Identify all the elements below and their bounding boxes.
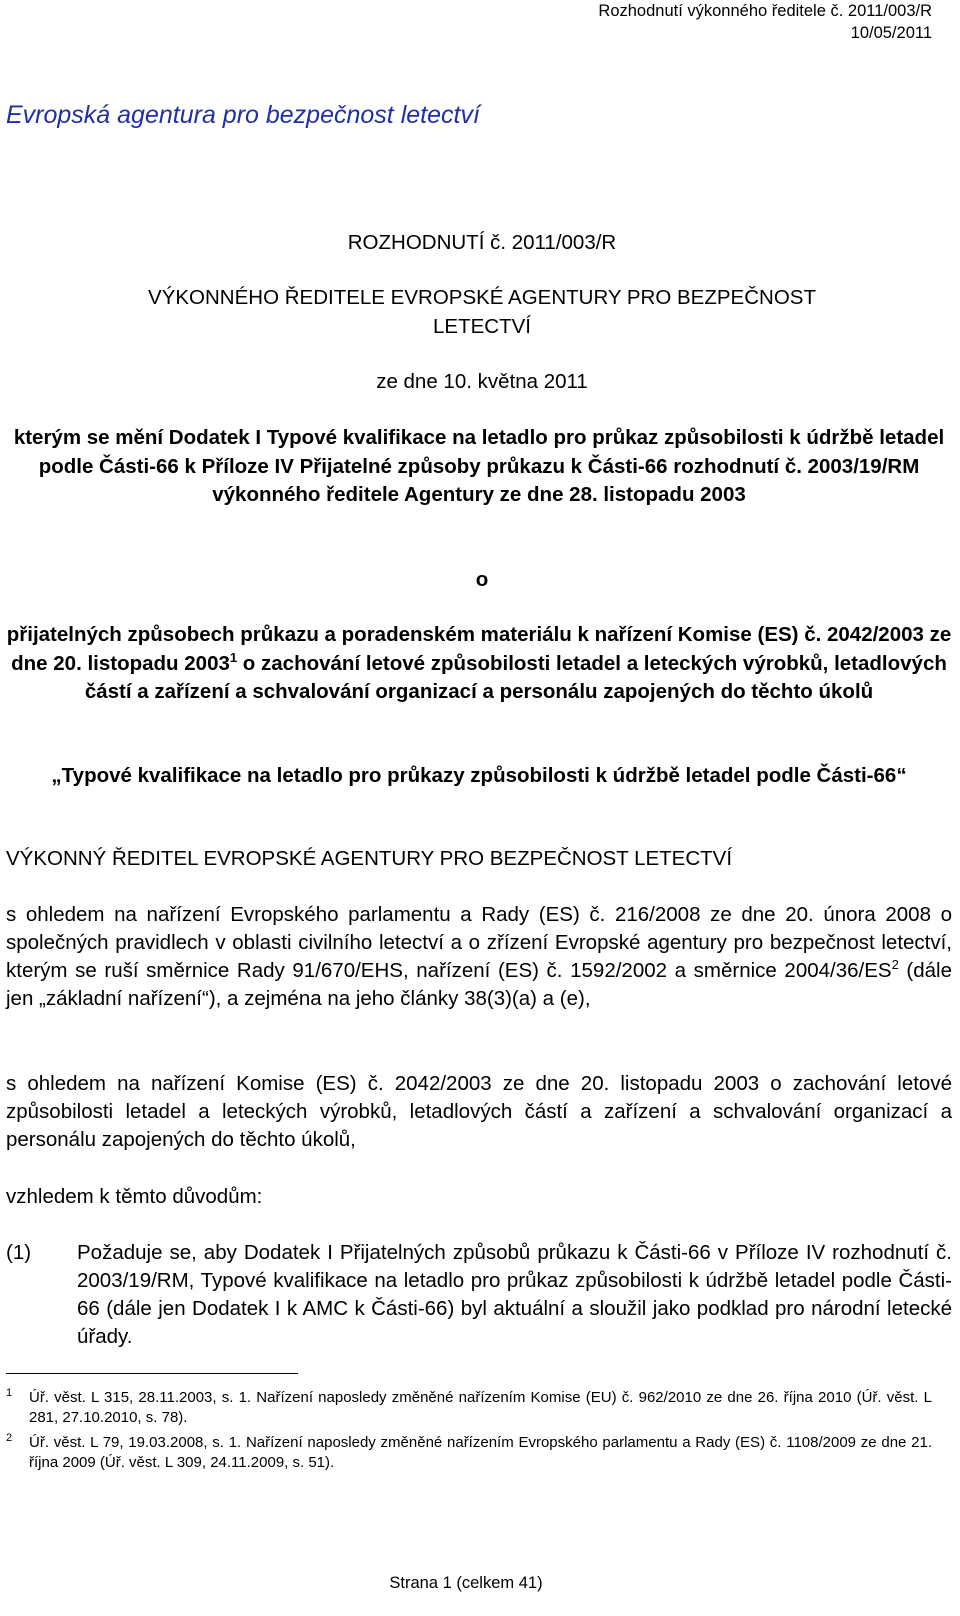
- page-number: Strana 1 (celkem 41): [389, 1574, 543, 1592]
- paragraph-number: (1): [6, 1241, 32, 1264]
- footnote-2: [6, 1433, 932, 1473]
- footnote-number: 2: [6, 1432, 13, 1444]
- footnote-ref-1: 1: [229, 649, 238, 665]
- recital1-part2: (dále jen „základní nařízení“), a zejména na jeho články 38(3)(a) a (e),: [6, 959, 953, 1010]
- numbered-paragraph: [6, 1239, 952, 1351]
- footnote-text: Úř. věst. L 79, 19.03.2008, s. 1. Nařízení naposledy změněné nařízením Evropského parlamentu a Rady (ES) č. 1108/2009 ze dne 21. října 2009 (Úř. věst. L 309, 24.11.2009, s. 51).: [29, 1434, 932, 1471]
- amendment-subject: kterým se mění Dodatek I Typové kvalifikace na letadlo pro průkaz způsobilosti k údržbě letadel podle Části-66 k Příloze IV Přijatelné způsoby průkazu k Části-66 rozhodnutí č. 2003/19/RM výkonného ředitele Agentury ze dne 28. listopadu 2003: [13, 426, 945, 506]
- header-decision-ref: Rozhodnutí výkonného ředitele č. 2011/003/R: [598, 2, 932, 20]
- document-header: [598, 0, 932, 44]
- recital1-part1: s ohledem na nařízení Evropského parlamentu a Rady (ES) č. 216/2008 ze dne 20. února 2008 o společných pravidlech v oblasti civilního letectví a o zřízení Evropské agentury pro bezpečnost letectví, kterým se ruší směrnice Rady 91/670/EHS, nařízení (ES) č. 1592/2002 a směrnice 2004/36/ES: [6, 903, 952, 982]
- decision-issuer: VÝKONNÉHO ŘEDITELE EVROPSKÉ AGENTURY PRO BEZPEČNOST LETECTVÍ: [148, 286, 816, 338]
- executive-director-heading: VÝKONNÝ ŘEDITEL EVROPSKÉ AGENTURY PRO BEZPEČNOST LETECTVÍ: [6, 847, 733, 870]
- decision-date: ze dne 10. května 2011: [376, 370, 588, 393]
- subject-connector: o: [475, 568, 489, 591]
- paragraph-text: Požaduje se, aby Dodatek I Přijatelných způsobů průkazu k Části-66 v Příloze IV rozhodnutí č. 2003/19/RM, Typové kvalifikace na letadlo pro průkaz způsobilosti k údržbě letadel podle Části-66 (dále jen Dodatek I k AMC k Části-66) byl aktuální a sloužil jako podklad pro národní letecké úřady.: [77, 1241, 952, 1348]
- agency-name: Evropská agentura pro bezpečnost letectví: [6, 101, 480, 129]
- recital-basic-regulation: [6, 901, 952, 1013]
- subject-about: [6, 621, 952, 707]
- subject-about-part1: přijatelných způsobech průkazu a poradenském materiálu k nařízení Komise (ES) č. 2042/2003 ze dne 20. listopadu 2003: [6, 623, 952, 675]
- decision-title: ROZHODNUTÍ č. 2011/003/R: [347, 231, 617, 254]
- footnote-text: Úř. věst. L 315, 28.11.2003, s. 1. Nařízení naposledy změněné nařízením Komise (EU) č. 962/2010 ze dne 26. října 2010 (Úř. věst. L 281, 27.10.2010, s. 78).: [29, 1389, 932, 1426]
- subject-about-part2: o zachování letové způsobilosti letadel a leteckých výrobků, letadlových částí a zařízení a schvalování organizací a personálu zapojených do těchto úkolů: [84, 651, 947, 703]
- footnote-1: [6, 1388, 932, 1428]
- whereas-heading: vzhledem k těmto důvodům:: [6, 1185, 263, 1208]
- footnote-separator: [6, 1373, 298, 1374]
- recital-commission-regulation: s ohledem na nařízení Komise (ES) č. 2042/2003 ze dne 20. listopadu 2003 o zachování letové způsobilosti letadel a leteckých výrobků, letadlových částí a zařízení a schvalování organizací a personálu zapojených do těchto úkolů,: [6, 1072, 952, 1151]
- footnote-number: 1: [6, 1387, 13, 1399]
- subject-quote: „Typové kvalifikace na letadlo pro průkazy způsobilosti k údržbě letadel podle Části-66“: [51, 764, 907, 787]
- footnote-ref-2: 2: [891, 957, 899, 973]
- header-date: 10/05/2011: [850, 24, 932, 42]
